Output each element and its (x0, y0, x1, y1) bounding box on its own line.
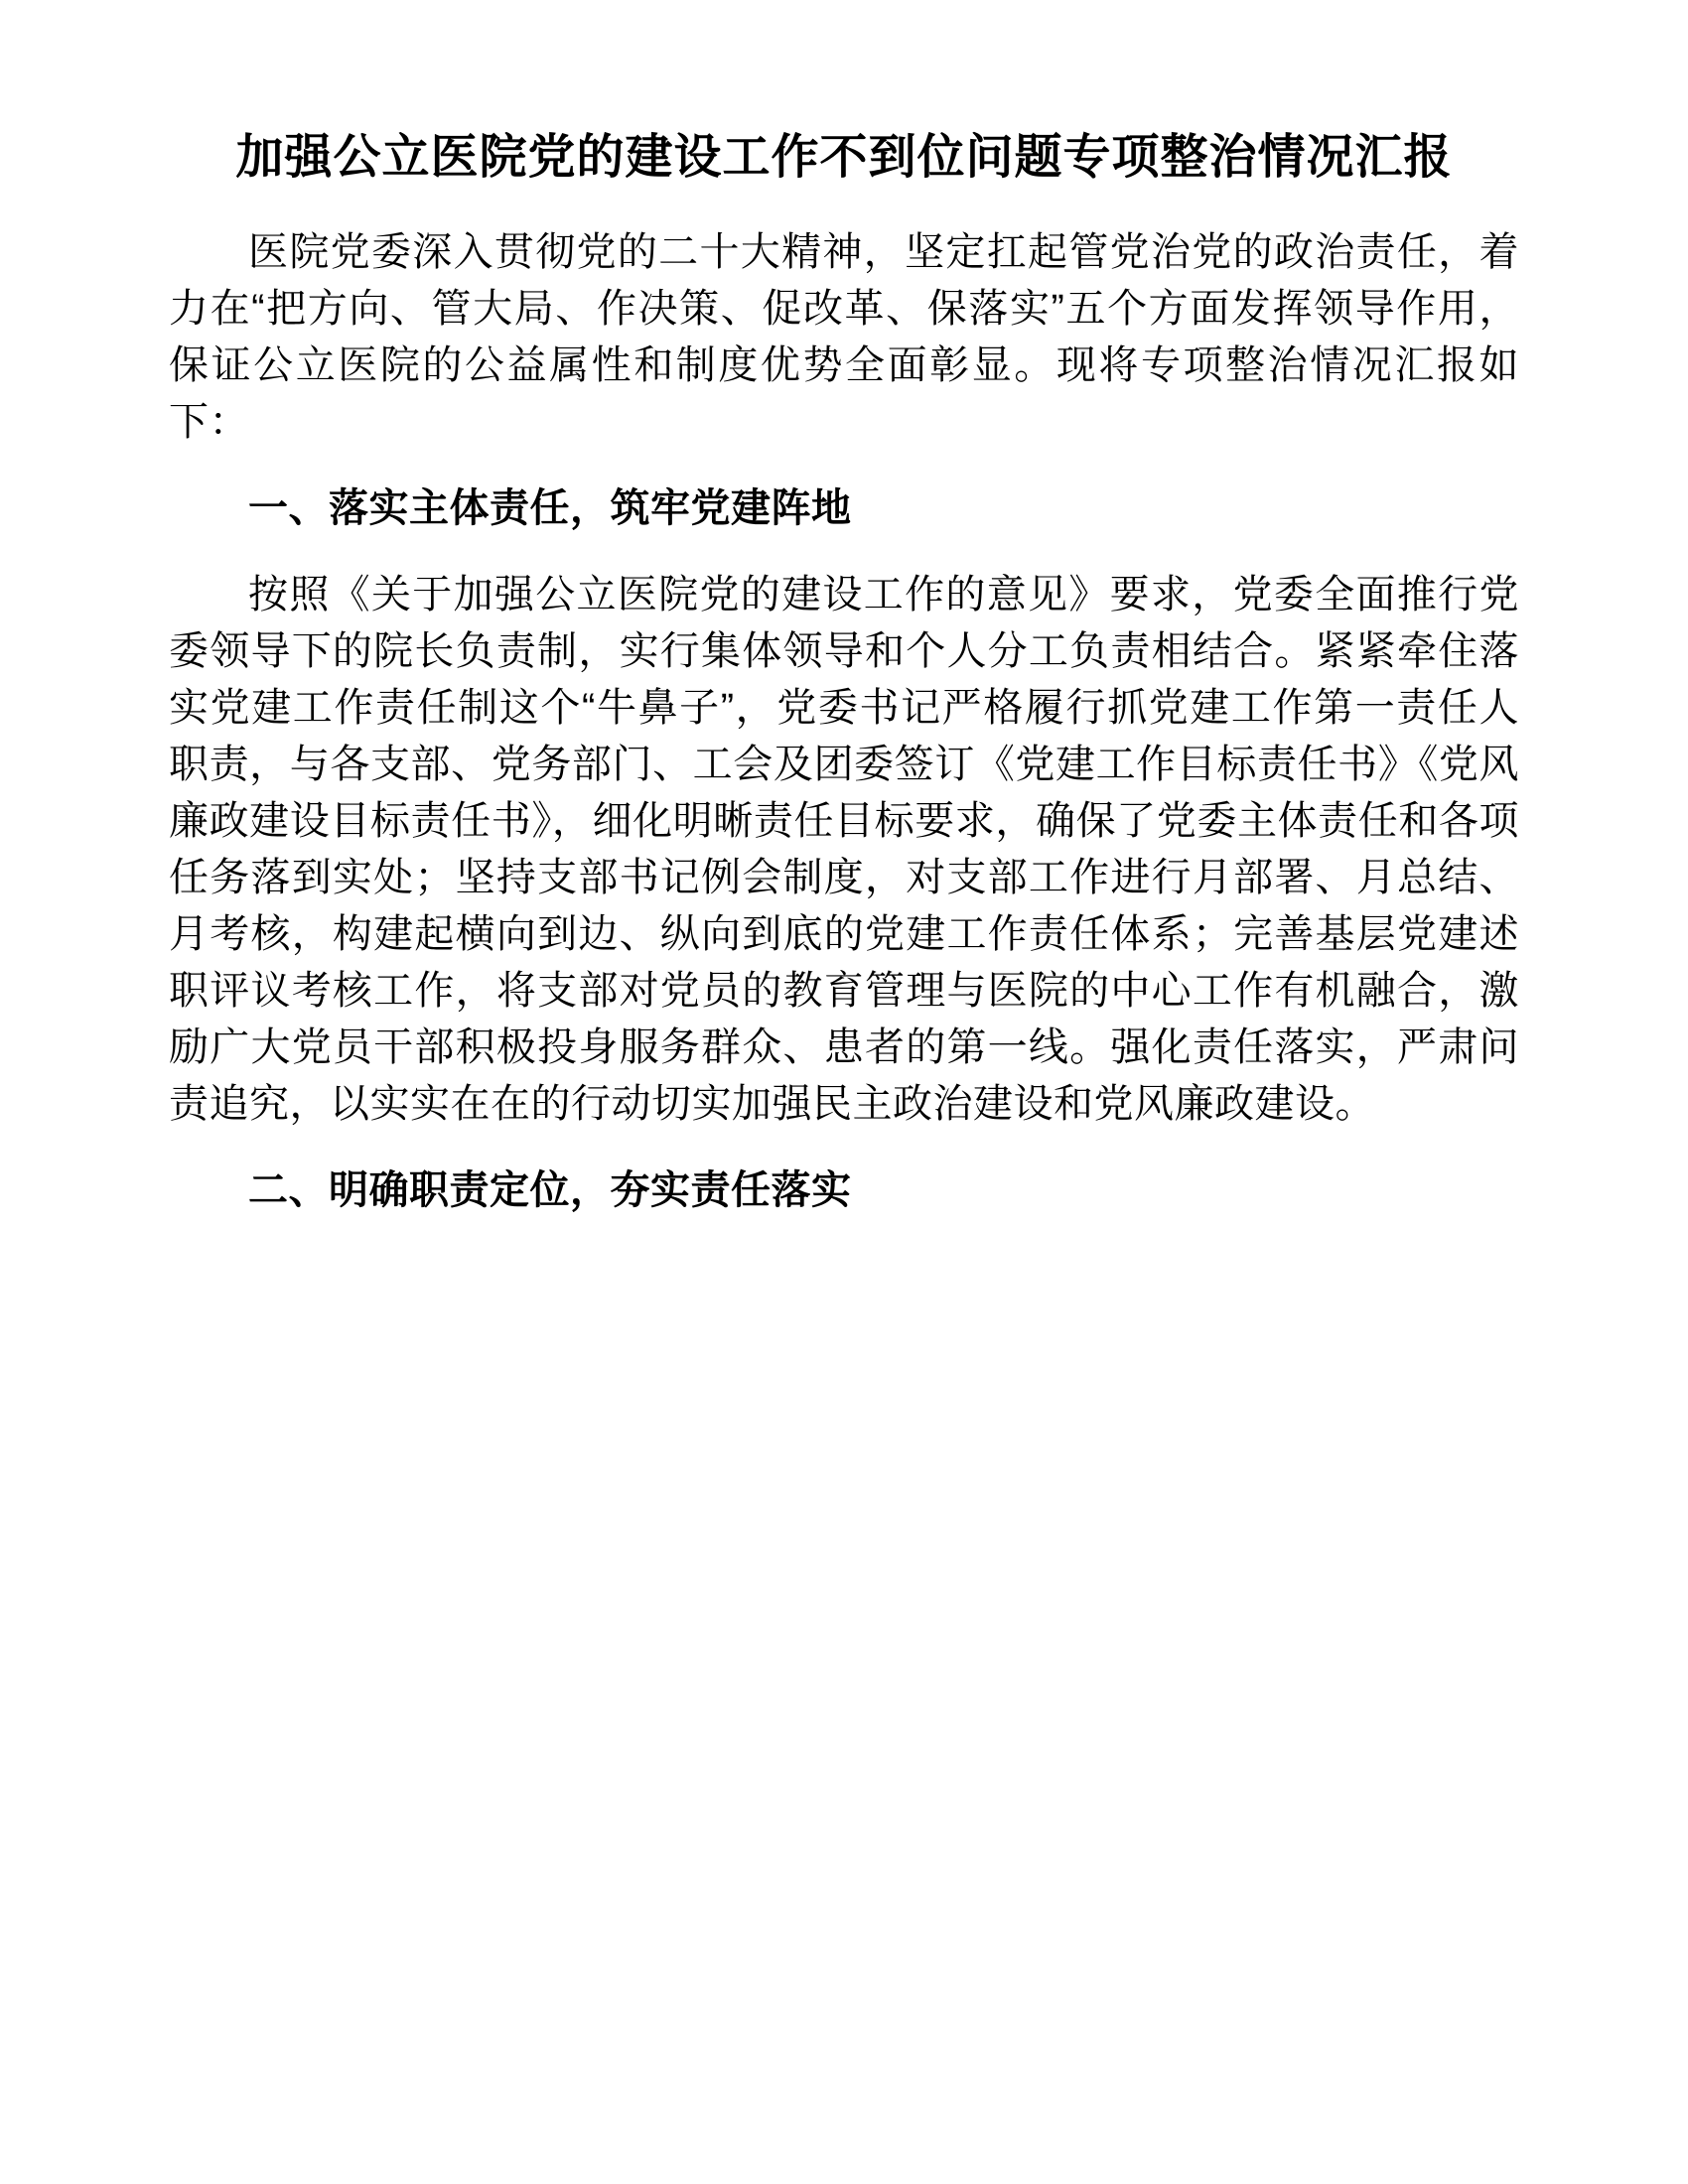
section-heading-1: 一、落实主体责任，筑牢党建阵地 (248, 486, 852, 530)
paragraph-intro: 医院党委深入贯彻党的二十大精神，坚定扛起管党治党的政治责任，着力在“把方向、管大局、作决策、促改革、保落实”五个方面发挥领导作用，保证公立医院的公益属性和制度优势全面彰显。现将专项整治情况汇报如下： (169, 230, 1519, 444)
section-heading-2: 二、明确职责定位，夯实责任落实 (248, 1168, 852, 1212)
document-title: 加强公立医院党的建设工作不到位问题专项整治情况汇报 (235, 131, 1453, 184)
paragraph-section-1-body: 按照《关于加强公立医院党的建设工作的意见》要求，党委全面推行党委领导下的院长负责制，实行集体领导和个人分工负责相结合。紧紧牵住落实党建工作责任制这个“牛鼻子”，党委书记严格履行抓党建工作第一责任人职责，与各支部、党务部门、工会及团委签订《党建工作目标责任书》《党风廉政建设目标责任书》，细化明晰责任目标要求，确保了党委主体责任和各项任务落到实处；坚持支部书记例会制度，对支部工作进行月部署、月总结、月考核，构建起横向到边、纵向到底的党建工作责任体系；完善基层党建述职评议考核工作，将支部对党员的教育管理与医院的中心工作有机融合，激励广大党员干部积极投身服务群众、患者的第一线。强化责任落实，严肃问责追究，以实实在在的行动切实加强民主政治建设和党风廉政建设。 (169, 573, 1519, 1126)
